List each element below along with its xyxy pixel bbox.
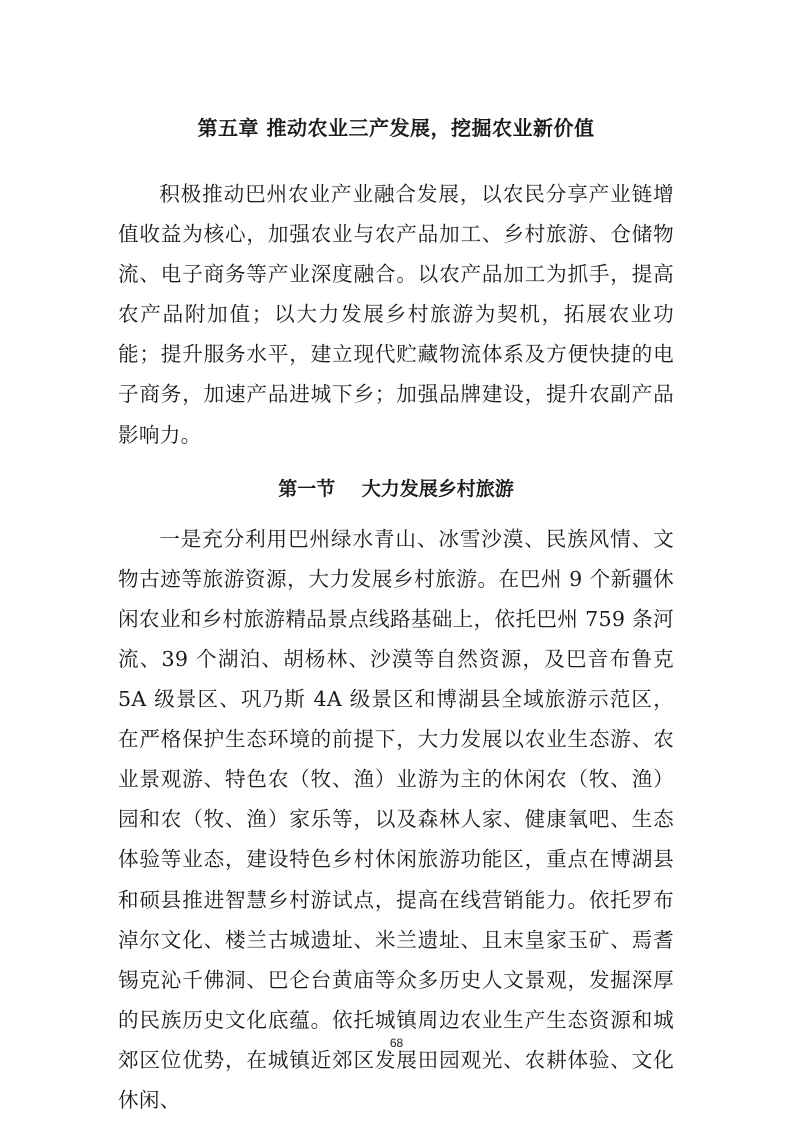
section-title: 第一节 大力发展乡村旅游 [278,477,514,500]
chapter-title: 第五章 推动农业三产发展，挖掘农业新价值 [197,116,595,140]
page-number: 68 [389,1036,404,1050]
section-body-paragraph: 一是充分利用巴州绿水青山、冰雪沙漠、民族风情、文物古迹等旅游资源，大力发展乡村旅游。在巴州 9 个新疆休闲农业和乡村旅游精品景点线路基础上，依托巴州 759 条河流、39 个湖泊、胡杨林、沙漠等自然资源，及巴音布鲁克 5A 级景区、巩乃斯 4A 级景区和博湖县全域旅游示范区，在严格保护生态环境的前提下，大力发展以农业生态游、农业景观游、特色农（牧、渔）业游为主的休闲农（牧、渔）园和农（牧、渔）家乐等，以及森林人家、健康氧吧、生态体验等业态，建设特色乡村休闲旅游功能区，重点在博湖县和硕县推进智慧乡村游试点，提高在线营销能力。依托罗布淖尔文化、楼兰古城遗址、米兰遗址、且末皇家玉矿、焉耆锡克沁千佛洞、巴仑台黄庙等众多历史人文景观，发掘深厚的民族历史文化底蕴。依托城镇周边农业生产生态资源和城郊区位优势，在城镇近郊区发展田园观光、农耕体验、文化休闲、 [118,526,674,1112]
document-page [118,100,674,1120]
chapter-intro-paragraph: 积极推动巴州农业产业融合发展，以农民分享产业链增值收益为核心，加强农业与农产品加工、乡村旅游、仓储物流、电子商务等产业深度融合。以农产品加工为抓手，提高农产品附加值；以大力发展乡村旅游为契机，拓展农业功能；提升服务水平，建立现代贮藏物流体系及方便快捷的电子商务，加速产品进城下乡；加强品牌建设，提升农副产品影响力。 [118,182,674,447]
